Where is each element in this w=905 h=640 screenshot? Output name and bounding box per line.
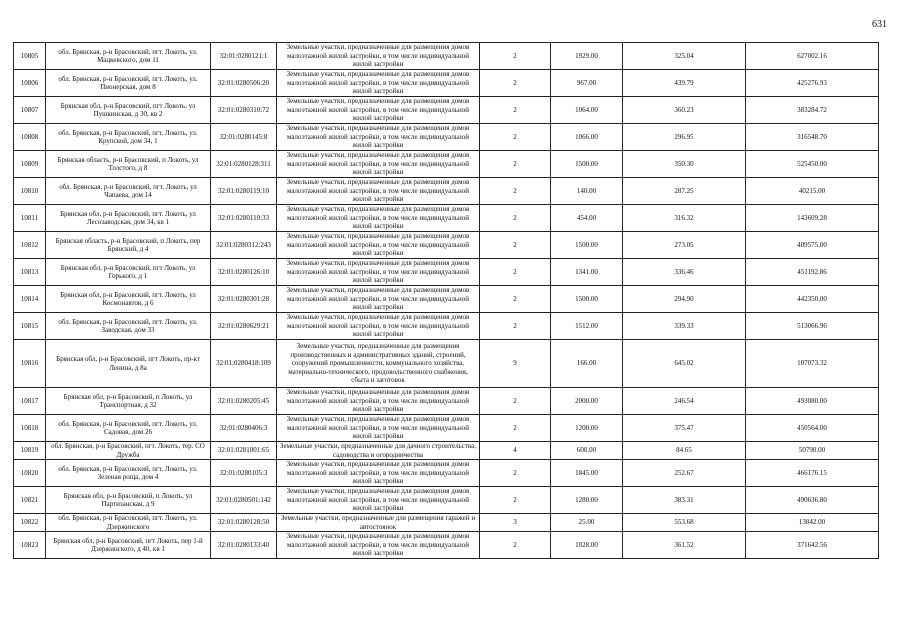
- cadastral-number-cell: 32:01:0280133:40: [211, 532, 277, 559]
- cadastral-number-cell: 32:01:0280310:72: [211, 97, 277, 124]
- area-cell: 2000.00: [551, 388, 623, 415]
- area-cell: 454.00: [551, 205, 623, 232]
- address-cell: обл. Брянская, р-н Брасовский, пгт. Локоть, ул. Мацкевского, дом 11: [46, 43, 211, 70]
- cadastral-value-cell: 40215.00: [746, 178, 879, 205]
- table-row: [14, 124, 879, 151]
- table-row: [14, 205, 879, 232]
- use-group-cell: 2: [480, 97, 551, 124]
- page-number: 631: [872, 19, 887, 30]
- cadastral-number-cell: 32:01:0280128:311: [211, 151, 277, 178]
- address-cell: обл. Брянская, р-н Брасовский, пгт. Локоть, тер. СО Дружба: [46, 442, 211, 460]
- specific-value-cell: 375.47: [623, 415, 746, 442]
- specific-value-cell: 294.90: [623, 286, 746, 313]
- area-cell: 166.00: [551, 340, 623, 388]
- specific-value-cell: 553.68: [623, 514, 746, 532]
- use-group-cell: 2: [480, 124, 551, 151]
- use-group-cell: 2: [480, 415, 551, 442]
- cadastral-number-cell: 32:01:0281001:65: [211, 442, 277, 460]
- specific-value-cell: 360.23: [623, 97, 746, 124]
- specific-value-cell: 246.54: [623, 388, 746, 415]
- area-cell: 600.00: [551, 442, 623, 460]
- land-use-cell: Земельные участки, предназначенные для размещения домов малоэтажной жилой застройки, в том числе индивидуальной жилой застройки: [277, 259, 480, 286]
- table-row: [14, 514, 879, 532]
- address-cell: обл. Брянская, р-н Брасовский, пгт. Локоть, ул. Зеленая роща, дом 4: [46, 460, 211, 487]
- table-row: [14, 178, 879, 205]
- cadastral-value-cell: 107073.32: [746, 340, 879, 388]
- use-group-cell: 4: [480, 442, 551, 460]
- area-cell: 1845.00: [551, 460, 623, 487]
- table-row: [14, 97, 879, 124]
- use-group-cell: 2: [480, 43, 551, 70]
- row-number-cell: 10822: [14, 514, 46, 532]
- cadastral-value-cell: 525450.00: [746, 151, 879, 178]
- use-group-cell: 2: [480, 460, 551, 487]
- row-number-cell: 10815: [14, 313, 46, 340]
- cadastral-number-cell: 32:01:0280105:3: [211, 460, 277, 487]
- address-cell: обл. Брянская, р-н Брасовский, пгт. Локоть, ул. Крупской, дом 34, 1: [46, 124, 211, 151]
- row-number-cell: 10813: [14, 259, 46, 286]
- land-use-cell: Земельные участки, предназначенные для размещения домов малоэтажной жилой застройки, в том числе индивидуальной жилой застройки: [277, 178, 480, 205]
- address-cell: Брянская обл, р-н Брасовский, пгт Локоть, ул Пушкинская, д 30, кв 2: [46, 97, 211, 124]
- use-group-cell: 2: [480, 286, 551, 313]
- row-number-cell: 10811: [14, 205, 46, 232]
- cadastral-number-cell: 32:01:0280312:243: [211, 232, 277, 259]
- address-cell: Брянская обл, р-н Брасовский, пгт. Локоть, ул Лесозаводская, дом 34, кв 1: [46, 205, 211, 232]
- address-cell: Брянская обл, р-н Брасовский, пгт Локоть, ул Горького, д 1: [46, 259, 211, 286]
- row-number-cell: 10810: [14, 178, 46, 205]
- land-use-cell: Земельные участки, предназначенные для размещения домов малоэтажной жилой застройки, в том числе индивидуальной жилой застройки: [277, 487, 480, 514]
- cadastral-number-cell: 32:01:0280128:50: [211, 514, 277, 532]
- specific-value-cell: 645.02: [623, 340, 746, 388]
- specific-value-cell: 336.46: [623, 259, 746, 286]
- area-cell: 1028.00: [551, 532, 623, 559]
- cadastral-number-cell: 32:01:0280506:20: [211, 70, 277, 97]
- use-group-cell: 2: [480, 232, 551, 259]
- area-cell: 1200.00: [551, 415, 623, 442]
- cadastral-value-cell: 442350.00: [746, 286, 879, 313]
- address-cell: Брянская обл, р-н Брасовский, пгт. Локоть, ул Космонавтов, д 6: [46, 286, 211, 313]
- row-number-cell: 10816: [14, 340, 46, 388]
- cadastral-value-cell: 316548.70: [746, 124, 879, 151]
- address-cell: Брянская обл, р-н Брасовский, пгт Локоть, пр-кт Ленина, д 8а: [46, 340, 211, 388]
- specific-value-cell: 325.04: [623, 43, 746, 70]
- table-row: [14, 232, 879, 259]
- land-use-cell: Земельные участки, предназначенные для размещения домов малоэтажной жилой застройки, в том числе индивидуальной жилой застройки: [277, 124, 480, 151]
- cadastral-value-cell: 50790.00: [746, 442, 879, 460]
- row-number-cell: 10819: [14, 442, 46, 460]
- table-row: [14, 388, 879, 415]
- cadastral-number-cell: 32:01:0280119:10: [211, 178, 277, 205]
- cadastral-number-cell: 32:01:0280501:142: [211, 487, 277, 514]
- use-group-cell: 2: [480, 487, 551, 514]
- specific-value-cell: 350.30: [623, 151, 746, 178]
- cadastral-value-cell: 493080.00: [746, 388, 879, 415]
- land-use-cell: Земельные участки, предназначенные для размещения производственных и административных зданий, строений, сооружений промышленности, коммунального хозяйства, материально-технического, продовольственного снабжения, сбыта и заготовок: [277, 340, 480, 388]
- table-row: [14, 286, 879, 313]
- table-row: [14, 70, 879, 97]
- table-row: [14, 415, 879, 442]
- land-use-cell: Земельные участки, предназначенные для размещения домов малоэтажной жилой застройки, в том числе индивидуальной жилой застройки: [277, 232, 480, 259]
- use-group-cell: 2: [480, 178, 551, 205]
- cadastral-value-cell: 13842.00: [746, 514, 879, 532]
- land-use-cell: Земельные участки, предназначенные для размещения домов малоэтажной жилой застройки, в том числе индивидуальной жилой застройки: [277, 286, 480, 313]
- area-cell: 1066.00: [551, 124, 623, 151]
- cadastral-value-cell: 383284.72: [746, 97, 879, 124]
- area-cell: 1280.00: [551, 487, 623, 514]
- use-group-cell: 2: [480, 70, 551, 97]
- area-cell: 1929.00: [551, 43, 623, 70]
- cadastral-value-cell: 513066.96: [746, 313, 879, 340]
- cadastral-number-cell: 32:01:0280126:10: [211, 259, 277, 286]
- address-cell: Брянская обл, р-н Брасовский, п Локоть, ул Партизанская, д 9: [46, 487, 211, 514]
- use-group-cell: 3: [480, 514, 551, 532]
- use-group-cell: 2: [480, 388, 551, 415]
- cadastral-number-cell: 32:01:0280145:8: [211, 124, 277, 151]
- specific-value-cell: 383.31: [623, 487, 746, 514]
- use-group-cell: 2: [480, 313, 551, 340]
- area-cell: 1341.00: [551, 259, 623, 286]
- area-cell: 1500.00: [551, 232, 623, 259]
- specific-value-cell: 252.67: [623, 460, 746, 487]
- land-use-cell: Земельные участки, предназначенные для размещения домов малоэтажной жилой застройки, в том числе индивидуальной жилой застройки: [277, 70, 480, 97]
- land-use-cell: Земельные участки, предназначенные для размещения домов малоэтажной жилой застройки, в том числе индивидуальной жилой застройки: [277, 532, 480, 559]
- cadastral-number-cell: 32:01:0280110:33: [211, 205, 277, 232]
- row-number-cell: 10807: [14, 97, 46, 124]
- cadastral-value-cell: 409575.00: [746, 232, 879, 259]
- row-number-cell: 10809: [14, 151, 46, 178]
- cadastral-number-cell: 32:01:0280301:28: [211, 286, 277, 313]
- address-cell: Брянская область, р-н Брасовский, п Локоть, пер Брянский, д 4: [46, 232, 211, 259]
- area-cell: 140.00: [551, 178, 623, 205]
- specific-value-cell: 84.65: [623, 442, 746, 460]
- table-row: [14, 151, 879, 178]
- land-use-cell: Земельные участки, предназначенные для размещения домов малоэтажной жилой застройки, в том числе индивидуальной жилой застройки: [277, 388, 480, 415]
- land-use-cell: Земельные участки, предназначенные для размещения домов малоэтажной жилой застройки, в том числе индивидуальной жилой застройки: [277, 460, 480, 487]
- cadastral-value-cell: 143609.28: [746, 205, 879, 232]
- cadastral-value-cell: 450564.00: [746, 415, 879, 442]
- specific-value-cell: 287.25: [623, 178, 746, 205]
- cadastral-number-cell: 32:01:0280121:1: [211, 43, 277, 70]
- row-number-cell: 10818: [14, 415, 46, 442]
- area-cell: 1512.00: [551, 313, 623, 340]
- row-number-cell: 10814: [14, 286, 46, 313]
- specific-value-cell: 339.33: [623, 313, 746, 340]
- cadastral-value-cell: 371642.56: [746, 532, 879, 559]
- row-number-cell: 10812: [14, 232, 46, 259]
- cadastral-value-table: [13, 42, 879, 559]
- address-cell: обл. Брянская, р-н Брасовский, пгт. Локоть, ул. Пионерская, дом 8: [46, 70, 211, 97]
- land-use-cell: Земельные участки, предназначенные для размещения гаражей и автостоянок: [277, 514, 480, 532]
- land-use-cell: Земельные участки, предназначенные для размещения домов малоэтажной жилой застройки, в том числе индивидуальной жилой застройки: [277, 205, 480, 232]
- area-cell: 1500.00: [551, 286, 623, 313]
- cadastral-number-cell: 32:01:0280406:3: [211, 415, 277, 442]
- table-row: [14, 313, 879, 340]
- specific-value-cell: 273.05: [623, 232, 746, 259]
- table-row: [14, 442, 879, 460]
- row-number-cell: 10806: [14, 70, 46, 97]
- cadastral-value-cell: 451192.86: [746, 259, 879, 286]
- specific-value-cell: 439.79: [623, 70, 746, 97]
- specific-value-cell: 316.32: [623, 205, 746, 232]
- table-row: [14, 487, 879, 514]
- address-cell: обл. Брянская, р-н Брасовский, пгт. Локоть, ул. Садовая, дом 26: [46, 415, 211, 442]
- cadastral-value-cell: 627002.16: [746, 43, 879, 70]
- land-use-cell: Земельные участки, предназначенные для дачного строительства, садоводства и огородничества: [277, 442, 480, 460]
- address-cell: Брянская обл, р-н Брасовский, п Локоть, ул Транспортная, д 32: [46, 388, 211, 415]
- land-use-cell: Земельные участки, предназначенные для размещения домов малоэтажной жилой застройки, в том числе индивидуальной жилой застройки: [277, 151, 480, 178]
- use-group-cell: 2: [480, 532, 551, 559]
- use-group-cell: 2: [480, 205, 551, 232]
- row-number-cell: 10808: [14, 124, 46, 151]
- row-number-cell: 10805: [14, 43, 46, 70]
- address-cell: Брянская обл, р-н Брасовский, пгт Локоть, пер 1-й Дзержинского, д 40, кв 1: [46, 532, 211, 559]
- row-number-cell: 10820: [14, 460, 46, 487]
- address-cell: обл. Брянская, р-н Брасовский, пгт. Локоть, ул. Заводская, дом 33: [46, 313, 211, 340]
- cadastral-value-cell: 466176.15: [746, 460, 879, 487]
- land-use-cell: Земельные участки, предназначенные для размещения домов малоэтажной жилой застройки, в том числе индивидуальной жилой застройки: [277, 313, 480, 340]
- table-body: [14, 43, 879, 559]
- row-number-cell: 10821: [14, 487, 46, 514]
- use-group-cell: 2: [480, 259, 551, 286]
- address-cell: Брянская область, р-н Брасовский, п Локоть, ул Толстого, д 8: [46, 151, 211, 178]
- specific-value-cell: 361.52: [623, 532, 746, 559]
- cadastral-value-cell: 425276.93: [746, 70, 879, 97]
- land-use-cell: Земельные участки, предназначенные для размещения домов малоэтажной жилой застройки, в том числе индивидуальной жилой застройки: [277, 415, 480, 442]
- cadastral-value-cell: 490636.80: [746, 487, 879, 514]
- use-group-cell: 9: [480, 340, 551, 388]
- table-row: [14, 43, 879, 70]
- land-use-cell: Земельные участки, предназначенные для размещения домов малоэтажной жилой застройки, в том числе индивидуальной жилой застройки: [277, 43, 480, 70]
- area-cell: 1064.00: [551, 97, 623, 124]
- area-cell: 25.00: [551, 514, 623, 532]
- area-cell: 967.00: [551, 70, 623, 97]
- table-row: [14, 460, 879, 487]
- area-cell: 1500.00: [551, 151, 623, 178]
- specific-value-cell: 296.95: [623, 124, 746, 151]
- cadastral-number-cell: 32:01:0280418:109: [211, 340, 277, 388]
- use-group-cell: 2: [480, 151, 551, 178]
- cadastral-number-cell: 32:01:0280629:21: [211, 313, 277, 340]
- address-cell: обл. Брянская, р-н Брасовский, пгт. Локоть, ул. Дзержинского: [46, 514, 211, 532]
- land-use-cell: Земельные участки, предназначенные для размещения домов малоэтажной жилой застройки, в том числе индивидуальной жилой застройки: [277, 97, 480, 124]
- table-row: [14, 532, 879, 559]
- address-cell: обл. Брянская, р-н Брасовский, пгт. Локоть, ул Чапаева, дом 14: [46, 178, 211, 205]
- table-row: [14, 259, 879, 286]
- row-number-cell: 10823: [14, 532, 46, 559]
- row-number-cell: 10817: [14, 388, 46, 415]
- cadastral-number-cell: 32:01:0280205:45: [211, 388, 277, 415]
- table-row: [14, 340, 879, 388]
